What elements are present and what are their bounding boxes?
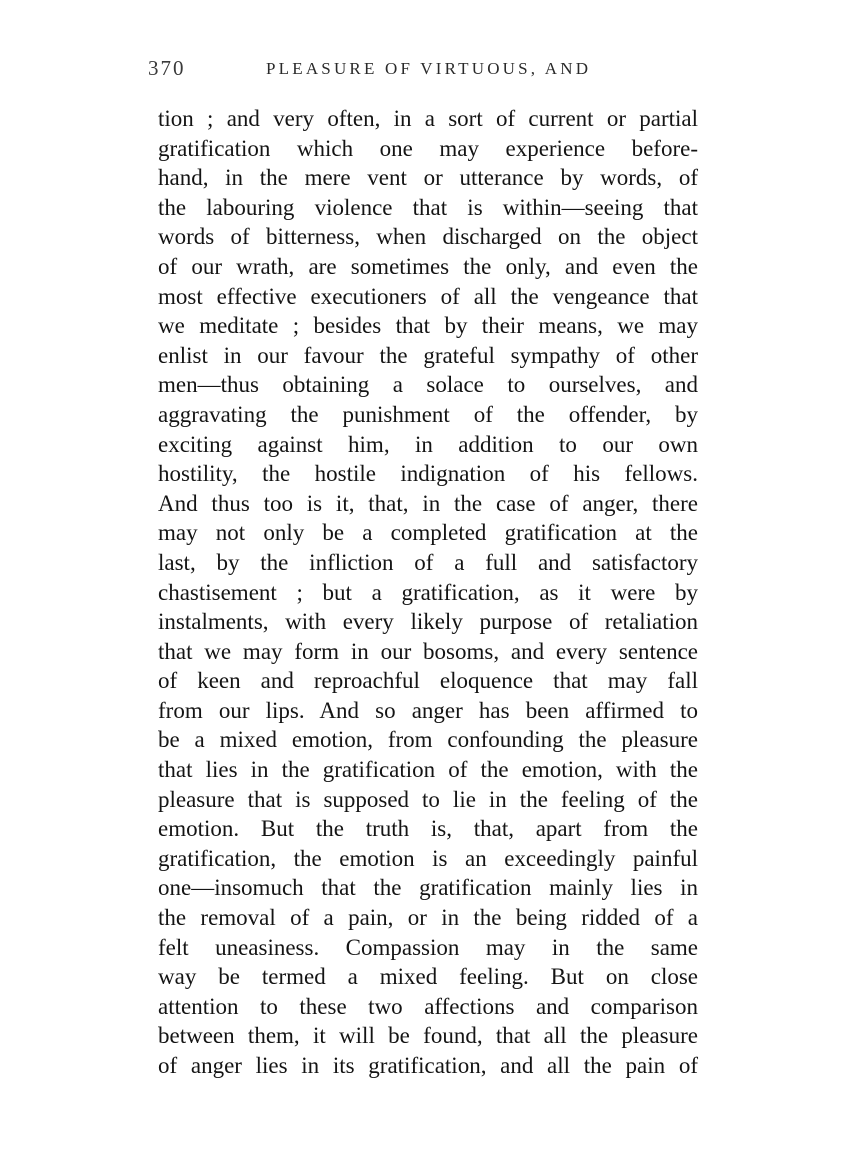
text-line: pleasure that is supposed to lie in the feeling of the: [158, 786, 698, 812]
body-text: [158, 104, 698, 1081]
page-number: 370: [148, 56, 186, 80]
text-line: And thus too is it, that, in the case of anger, there: [158, 490, 698, 516]
text-line: that lies in the gratification of the emotion, with the: [158, 757, 698, 783]
text-line: gratification, the emotion is an exceedingly painful: [158, 845, 698, 871]
text-line: gratification which one may experience before-: [158, 135, 698, 161]
text-line: may not only be a completed gratification at the: [158, 520, 698, 546]
text-line: exciting against him, in addition to our own: [158, 431, 698, 457]
text-line: be a mixed emotion, from confounding the pleasure: [158, 727, 698, 753]
text-line: that we may form in our bosoms, and every sentence: [158, 638, 698, 664]
text-line: most effective executioners of all the vengeance that: [158, 283, 698, 309]
text-line: felt uneasiness. Compassion may in the same: [158, 934, 698, 960]
text-line: of our wrath, are sometimes the only, and even the: [158, 253, 698, 279]
text-line: attention to these two affections and comparison: [158, 993, 698, 1019]
text-line: the removal of a pain, or in the being ridded of a: [158, 905, 698, 931]
running-head: [148, 56, 708, 86]
text-line: chastisement ; but a gratification, as it were by: [158, 579, 698, 605]
text-line: last, by the infliction of a full and satisfactory: [158, 549, 698, 575]
text-line: enlist in our favour the grateful sympathy of other: [158, 342, 698, 368]
text-line: instalments, with every likely purpose of retaliation: [158, 609, 698, 635]
text-line: between them, it will be found, that all the pleasure: [158, 1023, 698, 1049]
text-line: words of bitterness, when discharged on the object: [158, 224, 698, 250]
text-line: of keen and reproachful eloquence that may fall: [158, 668, 698, 694]
text-line: tion ; and very often, in a sort of current or partial: [158, 106, 698, 131]
text-line: the labouring violence that is within—seeing that: [158, 194, 698, 220]
text-line: hand, in the mere vent or utterance by words, of: [158, 165, 698, 191]
text-line: we meditate ; besides that by their means, we may: [158, 313, 698, 339]
text-line: one—insomuch that the gratification mainly lies in: [158, 875, 698, 901]
text-line: men—thus obtaining a solace to ourselves, and: [158, 372, 698, 398]
text-line: aggravating the punishment of the offender, by: [158, 401, 698, 427]
text-line: of anger lies in its gratification, and all the pain of: [158, 1053, 698, 1078]
running-title: PLEASURE OF VIRTUOUS, AND: [266, 59, 592, 78]
text-line: hostility, the hostile indignation of his fellows.: [158, 461, 698, 487]
text-line: from our lips. And so anger has been affirmed to: [158, 697, 698, 723]
text-line: way be termed a mixed feeling. But on close: [158, 964, 698, 990]
text-line: emotion. But the truth is, that, apart from the: [158, 816, 698, 842]
